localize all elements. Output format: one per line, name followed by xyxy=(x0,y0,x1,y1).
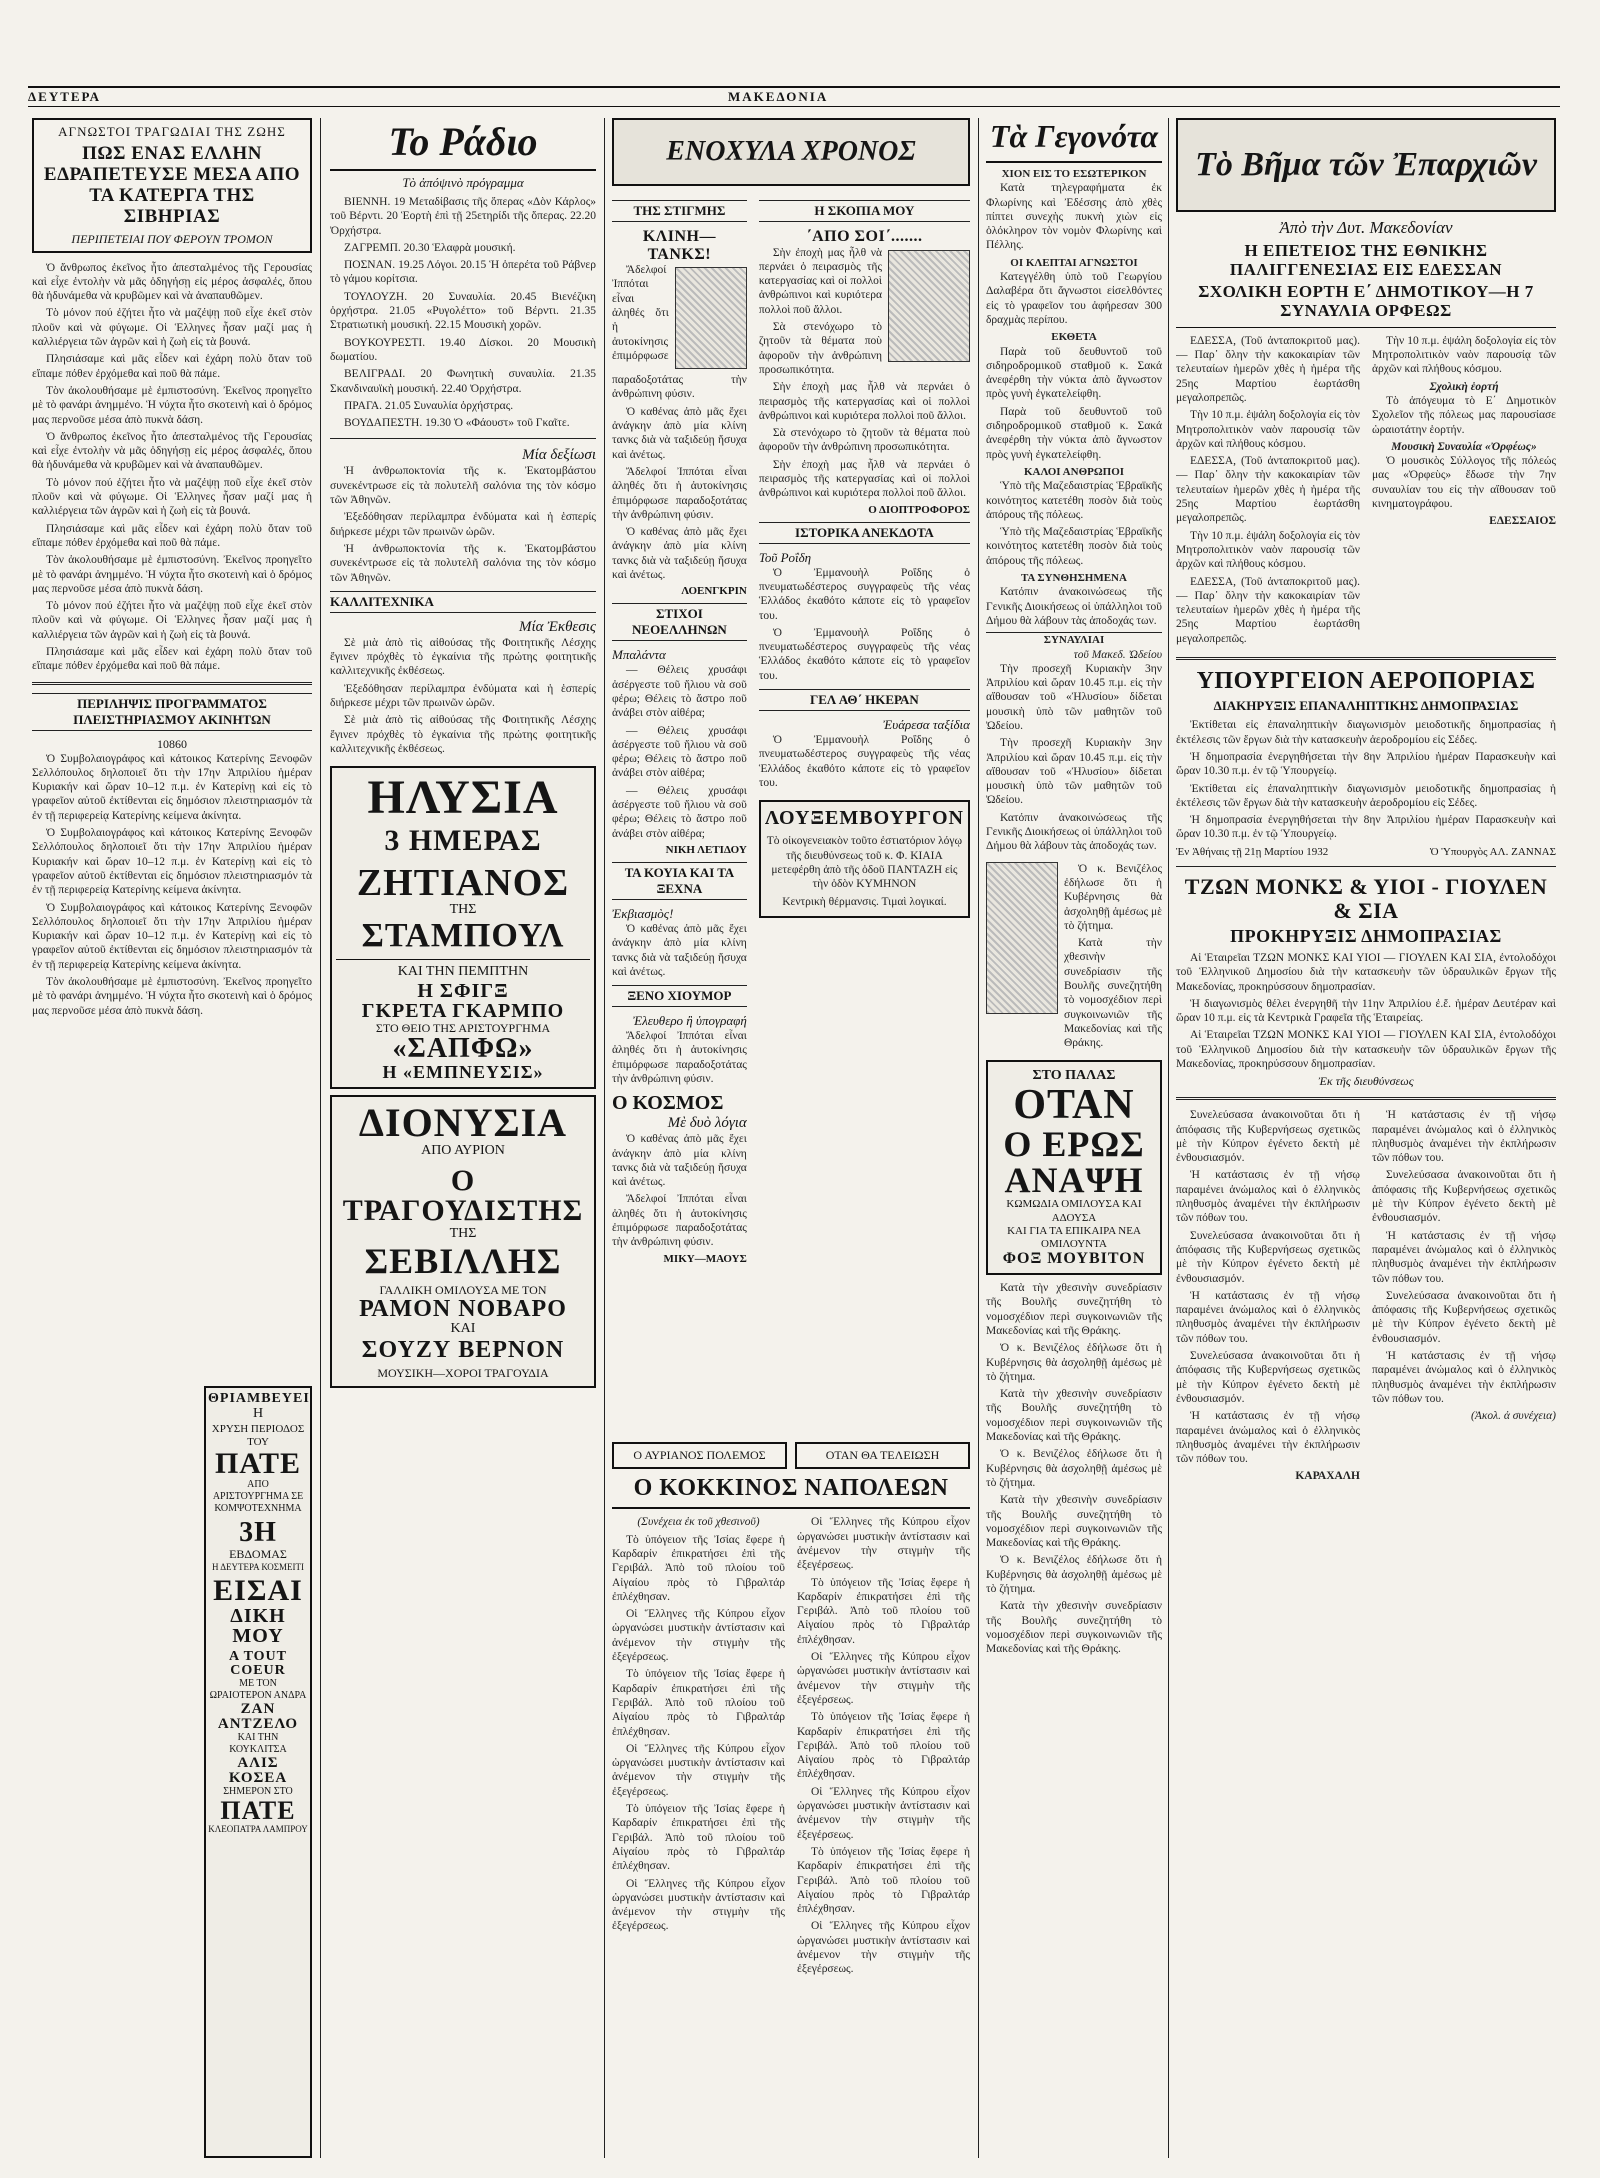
ad-line: ΕΒΔΟΜΑΣ xyxy=(229,1547,287,1562)
paragraph: Οἱ Ἕλληνες τῆς Κύπρου εἶχον ὡργανώσει μυστικὴν ἀντίστασιν καὶ ἀνέμενον τὴν στιγμὴν τῆς ἐξεγέρσεως. xyxy=(797,1785,970,1841)
divider xyxy=(330,438,596,439)
serial-headline: Ο ΚΟΚΚΙΝΟΣ ΝΑΠΟΛΕΩΝ xyxy=(612,1469,970,1509)
bottom-two-col xyxy=(1176,1108,1556,1483)
paragraph: Κατὰ τηλεγραφήματα ἐκ Φλωρίνης καὶ Ἐδέσσης ἀπὸ χθὲς πίπτει συνεχὴς πυκνὴ χιὼν εἰς ὁλόκληρον τὸν νομὸν Φλωρίνης καὶ Πέλλης. xyxy=(986,182,1162,252)
side-text xyxy=(1064,862,1162,1054)
events-body-2 xyxy=(986,1281,1162,1656)
column-rule xyxy=(604,118,605,2158)
ad-line: ΚΑΙ xyxy=(450,1321,476,1337)
events-body xyxy=(986,167,1162,854)
paragraph: Τὸ ὑπόγειον τῆς Ἰσίας ἔφερε ἡ Καρδαρίν ἐπικρατήσει ἐπὶ τῆς Γεριβάλ. Ἀπὸ τοῦ πλοίου τοῦ Αἰγαίου πρὸς τὸ Γιβραλτάρ ἐπλέχθησαν. xyxy=(797,1845,970,1916)
paragraph: Κατεγγέλθη ὑπὸ τοῦ Γεωργίου Δαλαβέρα ὅτι ἄγνωστοι εἰσελθόντες εἰς τὸ γραφεῖον του ἀφήρεσαν 300 δραχμὰς περίπου. xyxy=(986,271,1162,326)
article-body xyxy=(612,1132,747,1249)
ad-line: ΖΑΝ ΑΝΤΖΕΛΟ xyxy=(217,1701,299,1733)
paragraph: ΒΕΛΙΓΡΑΔΙ. 20 Φωνητικὴ συναυλία. 21.35 Σκανδιναυϊκὴ μουσική. 22.40 Ὀρχήστρα. xyxy=(330,368,596,395)
paragraph: Κατὰ τὴν χθεσινὴν συνεδρίασιν τῆς Βουλῆς συνεζητήθη τὸ νομοσχέδιον περὶ συγκοινωνιῶν τῆς Μακεδονίας καὶ τῆς Θράκης. xyxy=(986,1494,1162,1550)
continued-note: (Ἀκολ. ἀ συνέχεια) xyxy=(1470,1410,1556,1423)
paragraph: Ὁ Ἐμμανουὴλ Ροΐδης ὁ πνευματωδέστερος συγγραφεὺς τῆς νέας Ἑλλάδος ἐκαθότο κάποτε εἰς τὸ γραφεῖον του. xyxy=(758,626,970,682)
ad-line: ΣΕΒΙΛΛΗΣ xyxy=(364,1240,562,1281)
paragraph: Σὲ μιὰ ἀπὸ τὶς αἰθούσας τῆς Φοιτητικῆς Λέσχης ἔγινεν πρόχθὲς τὸ ἐγκαίνια τῆς πρώτης φοιτητικῆς καλλιτεχνικῆς ἐκθέσεως. xyxy=(330,714,596,755)
paragraph: Ἡ κατάστασις ἐν τῇ νήσῳ παραμένει ἀνώμαλος καὶ ὁ ἐλληνικὸς πληθυσμὸς ἀναμένει τὴν ἐκπλήρωσιν τῶν πόθων του. xyxy=(1372,1350,1556,1405)
article-two-col xyxy=(1176,334,1556,649)
paragraph: Τὸ μόνον πού ἐζήτει ἦτο νὰ μαζέψῃ ποῦ εἶχε ἐκεῖ στὸν πλοῦν καὶ νὰ φύγωμε. Οἱ Ἑλληνες ἦσαν μαζί μας ἡ καλλιέργεια τῶν ἀγρῶν καὶ ἡ ζωὴ εἰς τὰ βουνά. xyxy=(32,307,312,349)
subsection-title: Σχολικὴ ἑορτή xyxy=(1429,380,1499,393)
paragraph: Τὸ ὑπόγειον τῆς Ἰσίας ἔφερε ἡ Καρδαρίν ἐπικρατήσει ἐπὶ τῆς Γεριβάλ. Ἀπὸ τοῦ πλοίου τοῦ Αἰγαίου πρὸς τὸ Γιβραλτάρ ἐπλέχθησαν. xyxy=(612,1533,785,1603)
paragraph: Τὸν ἀκολουθήσαμε μὲ ἐμπιστοσύνη. Ἐκεῖνος προηγεῖτο μὲ τὸ φανάρι ἀνημμένο. Ἡ νύχτα ἦτο σκοτεινὴ καὶ ὁ δρόμος μας περνοῦσε μέσα ἀπὸ πυκνὰ δάση. xyxy=(32,976,312,1017)
paragraph: Ὁ ἄνθρωπος ἐκεῖνος ἦτο ἀπεσταλμένος τῆς Γερουσίας καὶ εἶχε ἐντολὴν νὰ μᾶς ὁδηγήσῃ εἰς μέρος ἀσφαλές, ὅπου θὰ ἠδυνάμεθα νὰ κρυβῶμεν καὶ νὰ ἀναπαυθῶμεν. xyxy=(32,261,312,303)
paragraph: Ὁ Συμβολαιογράφος καὶ κάτοικος Κατερίνης Ξενοφῶν Σελλόπουλος δηλοποιεῖ ὅτι τὴν 17ην Ἀπριλίου ἡμέραν Κυριακήν καὶ ὥραν 10–12 π.μ. ἐν Κατερίνῃ καὶ εἰς τὸ γραφεῖον αὐτοῦ ἐκτίθενται εἰς δημόσιον πλειστηριασμόν τὰ ἐν τῇ περιφερείᾳ Κατερίνης κείμενα ἀκίνητα. xyxy=(32,827,312,897)
paragraph: Ἡ διαγωνισμὸς θέλει ἐνεργηθῆ τὴν 11ην Ἀπριλίου ἐ.ἔ. ἡμέραν Δευτέραν καὶ ὥραν 10 π.μ. εἰς τὰ Κεντρικὰ Γραφεῖα τῆς Ἑταιρείας. xyxy=(1176,997,1556,1025)
paragraph: — Θέλεις χρυσάφι ἀσέργεστε τοῦ ἥλιου νὰ σοῦ φέρω; Θέλεις τὸ ἄστρο ποῦ ἀνάβει στὸν αἰθέρα; xyxy=(612,784,747,840)
paragraph: ΕΔΕΣΣΑ, (Τοῦ ἀνταποκριτοῦ μας).— Παρ᾽ ὅλην τὴν κακοκαιρίαν τῶν τελευταίων ἡμερῶν χθὲς ἡ ἡμέρα τῆς 25ης Μαρτίου ἑωρτάσθη μεγαλοπρεπῶς. xyxy=(1176,575,1360,645)
paragraph: Ἡ κατάστασις ἐν τῇ νήσῳ παραμένει ἀνώμαλος καὶ ὁ ἐλληνικὸς πληθυσμὸς ἀναμένει τὴν ἐκπλήρωσιν τῶν πόθων του. xyxy=(1176,1169,1360,1225)
paragraph: Συνελεύσασα ἀνακοινοῦται ὅτι ἡ ἀπόφασις τῆς Κυβερνήσεως σχετικῶς μὲ τὴν Κύπρον ἐγένετο δεκτὴ μὲ ἐνθουσιασμόν. xyxy=(1176,1109,1360,1165)
section-heading: ΙΣΤΟΡΙΚΑ ΑΝΕΚΔΟΤΑ xyxy=(759,522,970,544)
paragraph: Παρὰ τοῦ δευθυντοῦ τοῦ σιδηροδρομικοῦ σταθμοῦ κ. Σακά ἀνεφέρθη τὴν νύκτα ἀπὸ ἄγνωστον πρὸς γυνὴ ἐγκατελείφθη. xyxy=(986,405,1162,461)
ad-title: ΗΛΥΣΙΑ xyxy=(367,771,559,825)
paragraph: Ἐκτίθεται εἰς ἐπαναληπτικὴν διαγωνισμὸν μειοδοτικῆς δημοπρασίας ἡ ἐκτέλεσις τῶν ἔργων διὰ τὴν κατασκευὴν ἀεροδρομίου εἰς Σέδες. xyxy=(1176,782,1556,809)
masthead-bar xyxy=(28,86,1560,107)
paragraph: ΒΟΥΚΟΥΡΕΣΤΙ. 19.40 Δίσκοι. 20 Μουσικὴ δωματίου. xyxy=(330,336,596,363)
ad-line: ΡΑΜΟΝ ΝΟΒΑΡΟ xyxy=(359,1296,567,1323)
auction-number: 10860 xyxy=(157,736,187,751)
paragraph: Παρὰ τοῦ δευθυντοῦ τοῦ σιδηροδρομικοῦ σταθμοῦ κ. Σακά ἀνεφέρθη τὴν νύκτα ἀπὸ ἄγνωστον πρὸς γυνὴ ἐγκατελείφθη. xyxy=(986,345,1162,401)
author-signature: ΚΑΡΑΧΑΛΗ xyxy=(1295,1470,1360,1483)
section-heading: ΓΕΛ ΑΘ΄ ΗΚΕΡΑΝ xyxy=(759,689,970,711)
ad-title: ΑΝΑΨΗ xyxy=(1004,1160,1144,1201)
column-5 xyxy=(1176,118,1556,2158)
article-body xyxy=(759,566,970,683)
ad-line: ΣΟΥΖΥ ΒΕΡΝΟΝ xyxy=(361,1336,565,1363)
paragraph: Ἐξεδόθησαν περίλαμπρα ἐνδύματα καὶ ἡ ἑσπερίς διήρκεσε μέχρι τῶν πρωινῶν ὡρῶν. xyxy=(330,682,596,710)
paragraph: Ὁ ἄνθρωπος ἐκεῖνος ἦτο ἀπεσταλμένος τῆς Γερουσίας καὶ εἶχε ἐντολὴν νὰ μᾶς ὁδηγήσῃ εἰς μέρος ἀσφαλές, ὅπου θὰ ἠδυνάμεθα νὰ κρυβῶμεν καὶ νὰ ἀναπαυθῶμεν. xyxy=(32,430,312,472)
paragraph: Οἱ Ἕλληνες τῆς Κύπρου εἶχον ὡργανώσει μυστικὴν ἀντίστασιν καὶ ἀνέμενον τὴν στιγμὴν τῆς ἐξεγέρσεως. xyxy=(612,1877,785,1933)
ad-text: Τὸ οἰκογενειακὸν τοῦτο ἐστιατόριον λόγῳ τῆς διευθύνσεως τοῦ κ. Φ. ΚΙΑΙΑ μετεφέρθη ἀπὸ τῆς ὁδοῦ ΠΑΝΤΑΖΗ εἰς τὴν ὁδὸν ΚΥΜΗΝΟΝ xyxy=(766,835,963,891)
article-body xyxy=(759,733,970,790)
radio-title: Το Ράδιο xyxy=(330,118,596,171)
ornament-image xyxy=(986,862,1058,1014)
ad-line: 3 ΗΜΕΡΑΣ xyxy=(384,824,542,858)
firm-subhead: ΠΡΟΚΗΡΥΞΙΣ ΔΗΜΟΠΡΑΣΙΑΣ xyxy=(1230,926,1502,947)
paragraph: Τὴν 10 π.μ. ἐψάλη δοξολογία εἰς τὸν Μητροπολιτικὸν ναὸν παρουσίᾳ τῶν ἀρχῶν καὶ πλήθους κόσμου. xyxy=(1176,409,1360,450)
ad-palace xyxy=(986,1060,1162,1276)
left-subcolumn xyxy=(612,194,747,1265)
notice-headline: ΥΠΟΥΡΓΕΙΟΝ ΑΕΡΟΠΟΡΙΑΣ xyxy=(1196,667,1536,694)
paragraph: Τὸ ὑπόγειον τῆς Ἰσίας ἔφερε ἡ Καρδαρίν ἐπικρατήσει ἐπὶ τῆς Γεριβάλ. Ἀπὸ τοῦ πλοίου τοῦ Αἰγαίου πρὸς τὸ Γιβραλτάρ ἐπλέχθησαν. xyxy=(612,1803,785,1873)
ad-title: ΔΙΚΗ ΜΟΥ xyxy=(230,1605,286,1648)
section-heading: ΤΑ ΚΟΥΙΑ ΚΑΙ ΤΑ ΞΕΧΝΑ xyxy=(612,862,747,900)
section-heading: ΚΑΛΛΙΤΕΧΝΙΚΑ xyxy=(330,591,596,613)
notice-signature: Ὁ Ὑπουργὸς ΑΛ. ΖΑΝΝΑΣ xyxy=(1429,845,1556,858)
paragraph: Τὴν 10 π.μ. ἐψάλη δοξολογία εἰς τὸν Μητροπολιτικὸν ναὸν παρουσίᾳ τῶν ἀρχῶν καὶ πλήθους κόσμου. xyxy=(1176,529,1360,571)
ad-line: ΜΟΥΣΙΚΗ—ΧΟΡΟΙ ΤΡΑΓΟΥΔΙΑ xyxy=(377,1365,549,1380)
serial-label: ΟΤΑΝ ΘΑ ΤΕΛΕΙΩΣΗ xyxy=(795,1442,970,1469)
section-title: Μία Ἐκθεσις xyxy=(518,618,596,635)
ad-line: ΚΑΙ ΓΙΑ ΤΑ ΕΠΙΚΑΙΡΑ ΝΕΑ ΟΜΙΛΟΥΝΤΑ xyxy=(1007,1224,1141,1250)
paragraph: Συνελεύσασα ἀνακοινοῦται ὅτι ἡ ἀπόφασις τῆς Κυβερνήσεως σχετικῶς μὲ τὴν Κύπρον ἐγένετο δεκτὴ μὲ ἐνθουσιασμόν. xyxy=(1372,1169,1556,1225)
paragraph: Ὁ κ. Βενιζέλος ἐδήλωσε ὅτι ἡ Κυβέρνησις θὰ ἀσχοληθῇ ἀμέσως μὲ τὸ ζήτημα. xyxy=(986,1554,1162,1595)
item-heading: ΕΚΘΕΤΑ xyxy=(1051,331,1097,344)
paragraph: Τὸ ἀπόγευμα τὸ Ε΄ Δημοτικὸν Σχολεῖον τῆς πόλεως μας παρουσίασε ὡραιοτάτην ἑορτήν. xyxy=(1372,394,1556,436)
column-2 xyxy=(330,118,596,2158)
paragraph: Ἡ δημοπρασία ἐνεργηθήσεται τὴν 8ην Ἀπριλίου ἡμέραν Παρασκευὴν καὶ ὥραν 10.30 π.μ. ἐν τῷ Ὑπουργείῳ. xyxy=(1176,750,1556,778)
paragraph: Ὁ καθένας ἀπὸ μᾶς ἔχει ἀνάγκην ἀπὸ μία κλίνη τανκς διὰ νὰ ταξιδεύῃ ἥσυχα καὶ ἀνέτως. xyxy=(612,405,747,461)
paragraph: Ἄδελφοί Ἰππόται εἶναι ἀληθές ὅτι ἡ ἀυτοκίνησις ἐπιμόρφωσε παραδοξοτάτας τὴν ἀνθρώπινη φύσιν. xyxy=(612,1030,747,1085)
paragraph: Σὲ μιὰ ἀπὸ τὶς αἰθούσας τῆς Φοιτητικῆς Λέσχης ἔγινεν πρόχθὲς τὸ ἐγκαίνια τῆς πρώτης φοιτητικῆς καλλιτεχνικῆς ἐκθέσεως. xyxy=(330,636,596,678)
author-signature: Ο ΔΙΟΠΤΡΟΦΟΡΟΣ xyxy=(868,503,970,516)
paragraph: Σὴν ἐποχὴ μας ἦλθ νὰ περνάει ὁ πειρασμὸς τῆς κατεργασίας καὶ οἱ πολλοὶ ἀνθρώπινοι καὶ κυριότερα πολλοὶ ποῦ ἄλλοι. xyxy=(758,246,882,316)
subsection-title: Ἐκβιασμὸς! xyxy=(612,905,674,921)
bottom-col xyxy=(1176,1108,1360,1483)
paragraph: ΕΔΕΣΣΑ, (Τοῦ ἀνταποκριτοῦ μας).— Παρ᾽ ὅλην τὴν κακοκαιρίαν τῶν τελευταίων ἡμερῶν χθὲς ἡ ἡμέρα τῆς 25ης Μαρτίου ἑωρτάσθη μεγαλοπρεπῶς. xyxy=(1176,334,1360,404)
divider xyxy=(1176,866,1556,867)
banner-text: Τὸ Βῆμα τῶν Ἐπαρχιῶν xyxy=(1195,146,1537,183)
author-signature: ΛΟΕΝΓΚΡΙΝ xyxy=(681,585,747,598)
two-column-block xyxy=(612,194,970,1265)
paragraph: Κατὰ τὴν χθεσινὴν συνεδρίασιν τῆς Βουλῆς συνεζητήθη τὸ νομοσχέδιον περὶ συγκοινωνιῶν τῆς Μακεδονίας καὶ τῆς Θράκης. xyxy=(1064,937,1162,1050)
ad-line: ΧΡΥΣΗ ΠΕΡΙΟΔΟΣ ΤΟΥ xyxy=(211,1422,305,1448)
masthead-day: ΔΕΥΤΕΡΑ xyxy=(28,89,101,104)
paragraph: Αἱ Ἑταιρεῖαι ΤΖΩΝ ΜΟΝΚΣ ΚΑΙ ΥΙΟΙ — ΓΙΟΥΛΕΝ ΚΑΙ ΣΙΑ, ἐντολοδόχοι τοῦ Ἑλληνικοῦ Δημοσίου διὰ τὴν κατασκευὴν τῶν ὑδραυλικῶν ἔργων τῆς Μακεδονίας, προκηρύσσουν δημοπρασίαν. xyxy=(1176,1029,1556,1070)
ad-line: Η xyxy=(252,1406,264,1421)
ad-line: Η ΔΕΥΤΕΡΑ ΚΟΣΜΕΙΤΙ xyxy=(211,1561,305,1572)
paragraph: Τὸ ὑπόγειον τῆς Ἰσίας ἔφερε ἡ Καρδαρίν ἐπικρατήσει ἐπὶ τῆς Γεριβάλ. Ἀπὸ τοῦ πλοίου τοῦ Αἰγαίου πρὸς τὸ Γιβραλτάρ ἐπλέχθησαν. xyxy=(612,1668,785,1738)
banner-enochyla xyxy=(612,118,970,186)
item-heading: ΚΑΛΟΙ ΑΝΘΡΩΠΟΙ xyxy=(1023,465,1125,478)
paragraph: Ὁ Συμβολαιογράφος καὶ κάτοικος Κατερίνης Ξενοφῶν Σελλόπουλος δηλοποιεῖ ὅτι τὴν 17ην Ἀπριλίου ἡμέραν Κυριακήν καὶ ὥραν 10–12 π.μ. ἐν Κατερίνῃ καὶ εἰς τὸ γραφεῖον αὐτοῦ ἐκτίθενται εἰς δημόσιον πλειστηριασμόν τὰ ἐν τῇ περιφερείᾳ Κατερίνης κείμενα ἀκίνητα. xyxy=(32,901,312,971)
ad-line: ΤΗΣ xyxy=(449,902,477,918)
article-body xyxy=(612,922,747,979)
ad-line: ΘΡΙΑΜΒΕΥΕΙ xyxy=(208,1391,310,1406)
paragraph: ΖΑΓΡΕΜΠ. 20.30 Ἑλαφρὰ μουσική. xyxy=(344,241,516,254)
article-headline: ΚΛΙΝΗ—ΤΑΝΚΣ! xyxy=(642,228,716,263)
paragraph: Σὰ στενόχωρο τὸ ζητοῦν τὰ θέματα ποὺ ἀφοροῦν τὴν ἀνθρώπινη προσωπικότητα. xyxy=(758,427,970,454)
ad-line: ΓΚΡΕΤΑ ΓΚΑΡΜΠΟ xyxy=(361,999,565,1022)
notice-footer xyxy=(1176,846,1556,858)
ad-line: ΑΛΙΣ ΚΟΣΕΑ xyxy=(228,1755,288,1787)
ad-line: Η ΣΦΙΓΞ xyxy=(417,979,509,1002)
paragraph: Ὁ κ. Βενιζέλος ἐδήλωσε ὅτι ἡ Κυβέρνησις θὰ ἀσχοληθῇ ἀμέσως μὲ τὸ ζήτημα. xyxy=(986,1448,1162,1489)
divider xyxy=(1176,657,1556,660)
paragraph: Τὸν ἀκολουθήσαμε μὲ ἐμπιστοσύνη. Ἐκεῖνος προηγεῖτο μὲ τὸ φανάρι ἀνημμένο. Ἡ νύχτα ἦτο σκοτεινὴ καὶ ὁ δρόμος μας περνοῦσε μέσα ἀπὸ πυκνὰ δάση. xyxy=(32,554,312,595)
section-title: Μία δεξίωσι xyxy=(522,447,596,464)
paragraph: Ἡ ἀνθρωποκτονία τῆς κ. Ἐκατομβάστου συνεκέντρωσε εἰς τὰ πολυτελῆ σαλόνια της τὸν κόσμο τῶν Ἀθηνῶν. xyxy=(330,542,596,584)
notice-subhead: ΔΙΑΚΗΡΥΞΙΣ ΕΠΑΝΑΛΗΠΤΙΚΗΣ ΔΗΜΟΠΡΑΣΙΑΣ xyxy=(1213,698,1519,714)
story-body xyxy=(32,261,312,674)
paragraph: Σὴν ἐποχὴ μας ἦλθ νὰ περνάει ὁ πειρασμὸς τῆς κατεργασίας καὶ οἱ πολλοὶ ἀνθρώπινοι καὶ κυριότερα πολλοὶ ποῦ ἄλλοι. xyxy=(758,458,970,500)
paragraph: ΕΔΕΣΣΑ, (Τοῦ ἀνταποκριτοῦ μας).— Παρ᾽ ὅλην τὴν κακοκαιρίαν τῶν τελευταίων ἡμερῶν χθὲς ἡ ἡμέρα τῆς 25ης Μαρτίου ἑωρτάσθη μεγαλοπρεπῶς. xyxy=(1176,455,1360,525)
paragraph: Οἱ Ἕλληνες τῆς Κύπρου εἶχον ὡργανώσει μυστικὴν ἀντίστασιν καὶ ἀνέμενον τὴν στιγμὴν τῆς ἐξεγέρσεως. xyxy=(612,1742,785,1798)
paragraph: Οἱ Ἕλληνες τῆς Κύπρου εἶχον ὡργανώσει μυστικὴν ἀντίστασιν καὶ ἀνέμενον τὴν στιγμὴν τῆς ἐξεγέρσεως. xyxy=(797,1920,970,1976)
paragraph: Κατόπιν ἀνακοινώσεως τῆς Γενικῆς Διοικήσεως οἱ ὑπάλληλοι τοῦ Δήμου θὰ λάβουν τὰς ἀποδοχάς των. xyxy=(986,811,1162,853)
paragraph: ΒΟΥΔΑΠΕΣΤΗ. 19.30 Ὁ «Φάουστ» τοῦ Γκαῖτε. xyxy=(344,417,570,430)
paragraph: Ὁ Ἐμμανουὴλ Ροΐδης ὁ πνευματωδέστερος συγγραφεὺς τῆς νέας Ἑλλάδος ἐκαθότο κάποτε εἰς τὸ γραφεῖον του. xyxy=(758,566,970,622)
ad-line: «ΣΑΠΦΩ» xyxy=(392,1033,534,1065)
story-headline: ΠΩΣ ΕΝΑΣ ΕΛΛΗΝ ΕΔΡΑΠΕΤΕΥΣΕ ΜΕΣΑ ΑΠΟ ΤΑ ΚΑΤΕΡΓΑ ΤΗΣ ΣΙΒΗΡΙΑΣ xyxy=(43,143,301,227)
ad-luxembourg-restaurant xyxy=(759,800,970,917)
paragraph: Ἄδελφοί Ἰππόται εἶναι ἀληθές ὅτι ἡ ἀυτοκίνησις ἐπιμόρφωσε παραδοξοτάτας τὴν ἀνθρώπινη φύσιν. xyxy=(612,264,747,401)
radio-subtitle: Τὸ ἀπόψινὸ πρόγραμμα xyxy=(402,175,524,190)
paragraph: Ἡ κατάστασις ἐν τῇ νήσῳ παραμένει ἀνώμαλος καὶ ὁ ἐλληνικὸς πληθυσμὸς ἀναμένει τὴν ἐκπλήρωσιν τῶν πόθων του. xyxy=(1372,1109,1556,1165)
ad-title: ΔΙΟΝΥΣΙΑ xyxy=(358,1100,568,1146)
ad-title: ΛΟΥΞΕΜΒΟΥΡΓΟΝ xyxy=(764,807,964,830)
subsection-title: Μουσικὴ Συναυλία «Ὀρφέως» xyxy=(1391,440,1537,453)
paragraph: ΤΟΥΛΟΥΖΗ. 20 Συναυλία. 20.45 Βιενέζικη ὀρχήστρα. 21.05 «Ρυγολέττο» τοῦ Βέρντι. 21.35 Στρατιωτικὴ μουσική. 22.15 Μουσικὴ χορῶν. xyxy=(330,290,596,332)
paragraph: Ὁ Ἐμμανουὴλ Ροΐδης ὁ πνευματωδέστερος συγγραφεὺς τῆς νέας Ἑλλάδος ἐκαθότο κάποτε εἰς τὸ γραφεῖον του. xyxy=(758,734,970,789)
ad-line: ΖΗΤΙΑΝΟΣ xyxy=(356,862,570,905)
paragraph: Ἐκτίθεται εἰς ἐπαναληπτικὴν διαγωνισμὸν μειοδοτικῆς δημοπρασίας ἡ ἐκτέλεσις τῶν ἔργων διὰ τὴν κατασκευὴν ἀεροδρομίου εἰς Σέδες. xyxy=(1176,719,1556,746)
paragraph: Συνελεύσασα ἀνακοινοῦται ὅτι ἡ ἀπόφασις τῆς Κυβερνήσεως σχετικῶς μὲ τὴν Κύπρον ἐγένετο δεκτὴ μὲ ἐνθουσιασμόν. xyxy=(1372,1289,1556,1345)
paragraph: Αἱ Ἑταιρεῖαι ΤΖΩΝ ΜΟΝΚΣ ΚΑΙ ΥΙΟΙ — ΓΙΟΥΛΕΝ ΚΑΙ ΣΙΑ, ἐντολοδόχοι τοῦ Ἑλληνικοῦ Δημοσίου διὰ τὴν κατασκευὴν τῶν ὑδραυλικῶν ἔργων τῆς Μακεδονίας, προκηρύσσουν δημοπρασίαν. xyxy=(1176,951,1556,993)
article-headline-2: ΣΧΟΛΙΚΗ ΕΟΡΤΗ Ε΄ ΔΗΜΟΤΙΚΟΥ—Η 7 ΣΥΝΑΥΛΙΑ ΟΡΦΕΩΣ xyxy=(1176,283,1556,327)
paragraph: Πλησιάσαμε καὶ μᾶς εἶδεν καὶ ἐχάρη πολὺ ὅταν τοῦ εἴπαμε πόθεν ἐρχόμεθα καὶ ποῦ θὰ πάμε. xyxy=(32,353,312,380)
paragraph: Τὴν προσεχῆ Κυριακὴν 3ην Ἀπριλίου καὶ ὥραν 10.45 π.μ. εἰς τὴν αἴθουσαν τοῦ «Ἠλυσίου» δίδεται μουσικὴ ὑπὸ τῶν μαθητῶν τοῦ Ὠδείου. xyxy=(986,662,1162,732)
paragraph: Κατόπιν ἀνακοινώσεως τῆς Γενικῆς Διοικήσεως οἱ ὑπάλληλοι τοῦ Δήμου θὰ λάβουν τὰς ἀποδοχάς των. xyxy=(986,586,1162,627)
ad-dionysia xyxy=(330,1095,596,1388)
poem-title: Μπαλάντα xyxy=(612,647,666,663)
paragraph: ΠΟΣΝΑΝ. 19.25 Λόγοι. 20.15 Ἡ ὀπερέτα τοῦ Ράβνερ τὸ γάμου κορίτσια. xyxy=(330,259,596,286)
paragraph: Ἡ κατάστασις ἐν τῇ νήσῳ παραμένει ἀνώμαλος καὶ ὁ ἐλληνικὸς πληθυσμὸς ἀναμένει τὴν ἐκπλήρωσιν τῶν πόθων του. xyxy=(1176,1289,1360,1345)
ad-line: 3Η xyxy=(239,1517,277,1549)
paragraph: Πλησιάσαμε καὶ μᾶς εἶδεν καὶ ἐχάρη πολὺ ὅταν τοῦ εἴπαμε πόθεν ἐρχόμεθα καὶ ποῦ θὰ πάμε. xyxy=(32,522,312,549)
serial-story xyxy=(612,1442,970,2158)
caricature-image xyxy=(675,267,747,369)
story-header-box xyxy=(32,118,312,253)
story-kicker: ΑΓΝΩΣΤΟΙ ΤΡΑΓΩΔΙΑΙ ΤΗΣ ΖΩΗΣ xyxy=(58,124,286,139)
paragraph: Τὸ μόνον πού ἐζήτει ἦτο νὰ μαζέψῃ ποῦ εἶχε ἐκεῖ στὸν πλοῦν καὶ νὰ φύγωμε. Οἱ Ἑλληνες ἦσαν μαζί μας ἡ καλλιέργεια τῶν ἀγρῶν καὶ ἡ ζωὴ εἰς τὰ βουνά. xyxy=(32,600,312,641)
ad-line: ΦΟΞ ΜΟΥΒΙΤΟΝ xyxy=(1002,1250,1146,1268)
article-headline: Η ΕΠΕΤΕΙΟΣ ΤΗΣ ΕΘΝΙΚΗΣ ΠΑΛΙΓΓΕΝΕΣΙΑΣ ΕΙΣ ΕΔΕΣΣΑΝ xyxy=(1229,241,1503,279)
author-signature: ΜΙΚΥ—ΜΑΟΥΣ xyxy=(663,1252,747,1265)
ad-title: ΟΤΑΝ xyxy=(1013,1082,1135,1129)
ad-title: ΕΙΣΑΙ xyxy=(213,1574,303,1608)
firm-body xyxy=(1176,951,1556,1071)
ad-line: ΓΑΛΛΙΚΗ ΟΜΙΛΟΥΣΑ ΜΕ ΤΟΝ xyxy=(379,1282,547,1297)
paragraph: Ἡ κατάστασις ἐν τῇ νήσῳ παραμένει ἀνώμαλος καὶ ὁ ἐλληνικὸς πληθυσμὸς ἀναμένει τὴν ἐκπλήρωσιν τῶν πόθων του. xyxy=(1372,1229,1556,1285)
ad-line: ΩΡΑΙΟΤΕΡΟΝ ΑΝΔΡΑ xyxy=(209,1690,307,1702)
notice-date: Ἐν Ἀθήναις τῇ 21ῃ Μαρτίου 1932 xyxy=(1176,845,1329,858)
paragraph: Τὸν ἀκολουθήσαμε μὲ ἐμπιστοσύνη. Ἐκεῖνος προηγεῖτο μὲ τὸ φανάρι ἀνημμένο. Ἡ νύχτα ἦτο σκοτεινὴ καὶ ὁ δρόμος μας περνοῦσε μέσα ἀπὸ πυκνὰ δάση. xyxy=(32,384,312,426)
paragraph: Οἱ Ἕλληνες τῆς Κύπρου εἶχον ὡργανώσει μυστικὴν ἀντίστασιν καὶ ἀνέμενον τὴν στιγμὴν τῆς ἐξεγέρσεως. xyxy=(797,1651,970,1706)
ad-text: Κεντρικὴ θέρμανσις. Τιμαὶ λογικαί. xyxy=(782,896,947,909)
paragraph: Τὸ ὑπόγειον τῆς Ἰσίας ἔφερε ἡ Καρδαρίν ἐπικρατήσει ἐπὶ τῆς Γεριβάλ. Ἀπὸ τοῦ πλοίου τοῦ Αἰγαίου πρὸς τὸ Γιβραλτάρ ἐπλέχθησαν. xyxy=(797,1711,970,1781)
notice-body xyxy=(1176,718,1556,841)
paragraph: Κατὰ τὴν χθεσινὴν συνεδρίασιν τῆς Βουλῆς συνεζητήθη τὸ νομοσχέδιον περὶ συγκοινωνιῶν τῆς Μακεδονίας καὶ τῆς Θράκης. xyxy=(986,1388,1162,1444)
ad-title: ΠΑΤΕ xyxy=(220,1796,296,1826)
ad-line: ΚΛΕΟΠΑΤΡΑ ΛΑΜΠΡΟΥ xyxy=(208,1824,308,1835)
section-heading: ΤΗΣ ΣΤΙΓΜΗΣ xyxy=(612,200,747,222)
paragraph: Ὑπὸ τῆς Μαζεδαιστρίας Ἑβραϊκῆς κοινότητος κατετέθη ποσὸν διὰ τοὺς ἀπόρους τῆς πόλεως. xyxy=(986,526,1162,567)
column-rule xyxy=(1168,118,1169,2158)
paragraph: Ἡ δημοπρασία ἐνεργηθήσεται τὴν 8ην Ἀπριλίου ἡμέραν Παρασκευὴν καὶ ὥραν 10.30 π.μ. ἐν τῷ Ὑπουργείῳ. xyxy=(1176,814,1556,841)
paragraph: — Θέλεις χρυσάφι ἀσέργεστε τοῦ ἥλιου νὰ σοῦ φέρω; Θέλεις τὸ ἄστρο ποῦ ἀνάβει στὸν αἰθέρα; xyxy=(612,664,747,720)
paragraph: Ἄδελφοί Ἰππόται εἶναι ἀληθές ὅτι ἡ ἀυτοκίνησις ἐπιμόρφωσε παραδοξοτάτας τὴν ἀνθρώπινη φύσιν. xyxy=(612,1193,747,1249)
story-subhead: ΠΕΡΙΠΕΤΕΙΑΙ ΠΟΥ ΦΕΡΟΥΝ ΤΡΟΜΟΝ xyxy=(71,231,273,246)
column-rule xyxy=(978,118,979,2158)
paragraph: ΠΡΑΓΑ. 21.05 Συναυλία ὀρχήστρας. xyxy=(344,399,514,412)
serial-label: Ο ΑΥΡΙΑΝΟΣ ΠΟΛΕΜΟΣ xyxy=(612,1442,787,1469)
section-heading: ΣΤΙΧΟΙ ΝΕΟΕΛΛΗΝΩΝ xyxy=(612,603,747,641)
item-heading: ΤΑ ΣΥΝΘΗΣΗΜΕΝΑ xyxy=(1021,572,1127,585)
banner-text: ΕΝΟΧΥΛΑ ΧΡΟΝΟΣ xyxy=(666,136,916,167)
banner-provinces xyxy=(1176,118,1556,212)
ad-line: ΣΤΑΜΠΟΥΛ xyxy=(361,917,565,954)
ad-line: Α ΤΟUΤ COEUR xyxy=(228,1649,287,1679)
section-heading: ΞΕΝΟ ΧΙΟΥΜΟΡ xyxy=(612,985,747,1007)
paragraph: ΒΙΕΝΝΗ. 19 Μεταδίβασις τῆς ὄπερας «Δὸν Κάρλος» τοῦ Βέρντι. 20 Ἑορτὴ ἐπὶ τῇ 25ετηρίδι τῆς ὄπερας. 22.20 Ὀρχήστρα. xyxy=(330,196,596,237)
paragraph: Σὴν ἐποχὴ μας ἦλθ νὰ περνάει ὁ πειρασμὸς τῆς κατεργασίας καὶ οἱ πολλοὶ ἀνθρώπινοι καὶ κυριότερα πολλοὶ ποῦ ἄλλοι. xyxy=(758,381,970,422)
palace-ad-row xyxy=(986,862,1162,1054)
bottom-col xyxy=(1372,1108,1556,1483)
section-heading: Ο ΚΟΣΜΟΣ xyxy=(612,1092,724,1115)
ad-line: ΣΤΟ ΠΑΛΑΣ xyxy=(1032,1067,1116,1083)
ad-line: ΑΠΟ ΑΡΙΣΤΟΥΡΓΗΜΑ ΣΕ ΚΟΜΨΟΤΕΧΝΗΜΑ xyxy=(212,1479,304,1515)
firm-headline: ΤΖΩΝ ΜΟΝΚΣ & ΥΙΟΙ - ΓΙΟΥΛΕΝ & ΣΙΑ xyxy=(1184,873,1548,923)
paragraph: Ὁ Συμβολαιογράφος καὶ κάτοικος Κατερίνης Ξενοφῶν Σελλόπουλος δηλοποιεῖ ὅτι τὴν 17ην Ἀπριλίου ἡμέραν Κυριακήν καὶ ὥραν 10–12 π.μ. ἐν Κατερίνῃ καὶ εἰς τὸ γραφεῖον αὐτοῦ ἐκτίθενται εἰς δημόσιον πλειστηριασμόν τὰ ἐν τῇ περιφερείᾳ Κατερίνης κείμενα ἀκίνητα. xyxy=(32,752,312,822)
right-subcolumn xyxy=(759,194,970,1265)
paragraph: Σὰ στενόχωρο τὸ ζητοῦν τὰ θέματα ποὺ ἀφοροῦν τὴν ἀνθρώπινη προσωπικότητα. xyxy=(758,321,882,376)
ad-line: Η «ΕΜΠΝΕΥΣΙΣ» xyxy=(382,1062,544,1083)
divider xyxy=(32,682,312,685)
column-4 xyxy=(986,118,1162,2158)
caricature-image xyxy=(888,250,970,362)
article-col xyxy=(1372,334,1556,649)
subsection-title: Ἐυάρεσα ταξίδια xyxy=(883,717,970,733)
ad-title: ΠΑΤΕ xyxy=(214,1447,302,1481)
ad-line: ΤΗΣ xyxy=(449,1225,477,1241)
paragraph: Οἱ Ἕλληνες τῆς Κύπρου εἶχον ὡργανώσει μυστικὴν ἀντίστασιν καὶ ἀνέμενον τὴν στιγμὴν τῆς ἐξεγέρσεως. xyxy=(797,1516,970,1572)
paragraph: Ὁ καθένας ἀπὸ μᾶς ἔχει ἀνάγκην ἀπὸ μία κλίνη τανκς διὰ νὰ ταξιδεύῃ ἥσυχα καὶ ἀνέτως. xyxy=(612,922,747,978)
ad-line: ΚΑΙ ΤΗΝ ΠΕΜΠΤΗΝ xyxy=(336,959,590,981)
ad-line: ΣΗΜΕΡΟΝ ΣΤΟ xyxy=(223,1786,293,1798)
paragraph: Ἡ ἀνθρωποκτονία τῆς κ. Ἐκατομβάστου συνεκέντρωσε εἰς τὰ πολυτελῆ σαλόνια της τὸν κόσμο τῶν Ἀθηνῶν. xyxy=(330,465,596,507)
paragraph: — Θέλεις χρυσάφι ἀσέργεστε τοῦ ἥλιου νὰ σοῦ φέρω; Θέλεις τὸ ἄστρο ποῦ ἀνάβει στὸν αἰθέρα; xyxy=(612,724,747,780)
divider xyxy=(1176,1097,1556,1100)
radio-program xyxy=(330,195,596,430)
paragraph: Τὸ μόνον πού ἐζήτει ἦτο νὰ μαζέψῃ ποῦ εἶχε ἐκεῖ στὸν πλοῦν καὶ νὰ φύγωμε. Οἱ Ἑλληνες ἦσαν μαζί μας ἡ καλλιέργεια τῶν ἀγρῶν καὶ ἡ ζωὴ εἰς τὰ βουνά. xyxy=(32,476,312,518)
ad-line: ΑΠΟ ΑΥΡΙΟΝ xyxy=(421,1143,505,1159)
item-heading: ΧΙΟΝ ΕΙΣ ΤΟ ΕΣΩΤΕΡΙΚΟΝ xyxy=(1001,168,1147,180)
paragraph: Ὁ καθένας ἀπὸ μᾶς ἔχει ἀνάγκην ἀπὸ μία κλίνη τανκς διὰ νὰ ταξιδεύῃ ἥσυχα καὶ ἀνέτως. xyxy=(612,526,747,582)
ad-line: ΚΑΙ ΤΗΝ ΚΟΥΚΛΙΤΣΑ xyxy=(229,1732,287,1756)
social-body xyxy=(330,464,596,584)
paragraph: Πλησιάσαμε καὶ μᾶς εἶδεν καὶ ἐχάρη πολὺ ὅταν τοῦ εἴπαμε πόθεν ἐρχόμεθα καὶ ποῦ θὰ πάμε. xyxy=(32,645,312,673)
paragraph: Κατὰ τὴν χθεσινὴν συνεδρίασιν τῆς Βουλῆς συνεζητήθη τὸ νομοσχέδιον περὶ συγκοινωνιῶν τῆς Μακεδονίας καὶ τῆς Θράκης. xyxy=(986,1600,1162,1656)
author-signature: ΕΔΕΣΣΑΙΟΣ xyxy=(1489,515,1556,528)
paragraph: Οἱ Ἕλληνες τῆς Κύπρου εἶχον ὡργανώσει μυστικὴν ἀντίστασιν καὶ ἀνέμενον τὴν στιγμὴν τῆς ἐξεγέρσεως. xyxy=(612,1608,785,1664)
subsection-title: Ἐλευθερο ἢ ὑπογραφή xyxy=(632,1013,747,1029)
events-title: Τὰ Γεγονότα xyxy=(986,118,1162,163)
ad-line: Ο ΤΡΑΓΟΥΔΙΣΤΗΣ xyxy=(342,1163,584,1227)
auction-heading: ΠΕΡΙΛΗΨΙΣ ΠΡΟΓΡΑΜΜΑΤΟΣ ΠΛΕΙΣΤΗΡΙΑΣΜΟΥ ΑΚΙΝΗΤΩΝ xyxy=(32,693,312,731)
article-headline: ΄ΑΠΟ ΣΟΙ΄....... xyxy=(806,228,923,245)
paragraph: Κατὰ τὴν χθεσινὴν συνεδρίασιν τῆς Βουλῆς συνεζητήθη τὸ νομοσχέδιον περὶ συγκοινωνιῶν τῆς Μακεδονίας καὶ τῆς Θράκης. xyxy=(986,1282,1162,1337)
ad-title: Ο ΕΡΩΣ xyxy=(1003,1124,1145,1165)
column-rule xyxy=(320,118,321,2158)
masthead-title: ΜΑΚΕΔΟΝΙΑ xyxy=(728,89,829,104)
article-body xyxy=(612,1029,747,1086)
poem-body xyxy=(612,663,747,841)
serial-labels xyxy=(612,1442,970,1469)
paragraph: Συνελεύσασα ἀνακοινοῦται ὅτι ἡ ἀπόφασις τῆς Κυβερνήσεως σχετικῶς μὲ τὴν Κύπρον ἐγένετο δεκτὴ μὲ ἐνθουσιασμόν. xyxy=(1176,1229,1360,1285)
paragraph: Ἐξεδόθησαν περίλαμπρα ἐνδύματα καὶ ἡ ἑσπερίς διήρκεσε μέχρι τῶν πρωινῶν ὡρῶν. xyxy=(330,511,596,538)
item-subheading: τοῦ Μακεδ. Ὠδείου xyxy=(1073,648,1162,661)
paragraph: Ὁ μουσικὸς Σύλλογος τῆς πόλεώς μας «Ὀρφεὺς» ἔδωσε τὴν 7ην συναυλίαν του εἰς τὴν αἴθουσαν τοῦ κινηματογράφου. xyxy=(1372,455,1556,511)
ad-ilysia xyxy=(330,766,596,1089)
section-heading: Η ΣΚΟΠΙΑ ΜΟΥ xyxy=(759,200,970,222)
paragraph: Ὁ καθένας ἀπὸ μᾶς ἔχει ἀνάγκην ἀπὸ μία κλίνη τανκς διὰ νὰ ταξιδεύῃ ἥσυχα καὶ ἀνέτως. xyxy=(612,1133,747,1189)
auction-body xyxy=(32,752,312,1018)
ad-line: ΚΩΜΩΔΙΑ ΟΜΙΛΟΥΣΑ ΚΑΙ ΑΔΟΥΣΑ xyxy=(1006,1198,1142,1224)
article-col xyxy=(1176,334,1360,649)
author-signature: ΝΙΚΗ ΛΕΤΙΔΟΥ xyxy=(665,843,747,856)
paragraph: Ὁ κ. Βενιζέλος ἐδήλωσε ὅτι ἡ Κυβέρνησις θὰ ἀσχοληθῇ ἀμέσως μὲ τὸ ζήτημα. xyxy=(986,1342,1162,1383)
subsection-title: Τοῦ Ροΐδη xyxy=(758,549,812,565)
ad-line: ΣΤΟ ΘΕΙΟ ΤΗΣ ΑΡΙΣΤΟΥΡΓΗΜΑ xyxy=(375,1020,551,1035)
paragraph: (Συνέχεια ἐκ τοῦ χθεσινοῦ) xyxy=(637,1516,760,1529)
item-heading: ΟΙ ΚΛΕΠΤΑΙ ΑΓΝΩΣΤΟΙ xyxy=(1010,256,1138,269)
paragraph: Ὑπὸ τῆς Μαζεδαιστρίας Ἑβραϊκῆς κοινότητος κατετέθη ποσὸν διὰ τοὺς ἀπόρους τῆς πόλεως. xyxy=(986,480,1162,521)
serial-col xyxy=(797,1515,970,1979)
serial-body xyxy=(612,1515,970,1979)
ad-pate xyxy=(204,1386,312,2158)
art-body xyxy=(330,636,596,756)
ad-line: ΜΕ ΤΟΝ xyxy=(239,1678,277,1690)
paragraph: Συνελεύσασα ἀνακοινοῦται ὅτι ἡ ἀπόφασις τῆς Κυβερνήσεως σχετικῶς μὲ τὴν Κύπρον ἐγένετο δεκτὴ μὲ ἐνθουσιασμόν. xyxy=(1176,1350,1360,1405)
serial-col xyxy=(612,1515,785,1979)
subsection-title: Μὲ δυὸ λόγια xyxy=(667,1115,747,1132)
firm-signature: Ἐκ τῆς διευθύνσεως xyxy=(1318,1074,1414,1089)
region-title: Ἀπὸ τὴν Δυτ. Μακεδονίαν xyxy=(1279,218,1453,237)
paragraph: Τὴν 10 π.μ. ἐψάλη δοξολογία εἰς τὸν Μητροπολιτικὸν ναὸν παρουσίᾳ τῶν ἀρχῶν καὶ πλήθους κόσμου. xyxy=(1372,334,1556,376)
paragraph: Ἡ κατάστασις ἐν τῇ νήσῳ παραμένει ἀνώμαλος καὶ ὁ ἐλληνικὸς πληθυσμὸς ἀναμένει τὴν ἐκπλήρωσιν τῶν πόθων του. xyxy=(1176,1410,1360,1466)
paragraph: Τὴν προσεχῆ Κυριακὴν 3ην Ἀπριλίου καὶ ὥραν 10.45 π.μ. εἰς τὴν αἴθουσαν τοῦ «Ἠλυσίου» δίδεται μουσικὴ ὑπὸ τῶν μαθητῶν τοῦ Ὠδείου. xyxy=(986,737,1162,807)
paragraph: Ἄδελφοί Ἰππόται εἶναι ἀληθές ὅτι ἡ ἀυτοκίνησις ἐπιμόρφωσε παραδοξοτάτας τὴν ἀνθρώπινη φύσιν. xyxy=(612,465,747,521)
item-heading: ΣΥΝΑΥΛΙΑΙ xyxy=(986,632,1162,647)
paragraph: Ὁ κ. Βενιζέλος ἐδήλωσε ὅτι ἡ Κυβέρνησις θὰ ἀσχοληθῇ ἀμέσως μὲ τὸ ζήτημα. xyxy=(1064,862,1162,932)
paragraph: Τὸ ὑπόγειον τῆς Ἰσίας ἔφερε ἡ Καρδαρίν ἐπικρατήσει ἐπὶ τῆς Γεριβάλ. Ἀπὸ τοῦ πλοίου τοῦ Αἰγαίου πρὸς τὸ Γιβραλτάρ ἐπλέχθησαν. xyxy=(797,1576,970,1646)
